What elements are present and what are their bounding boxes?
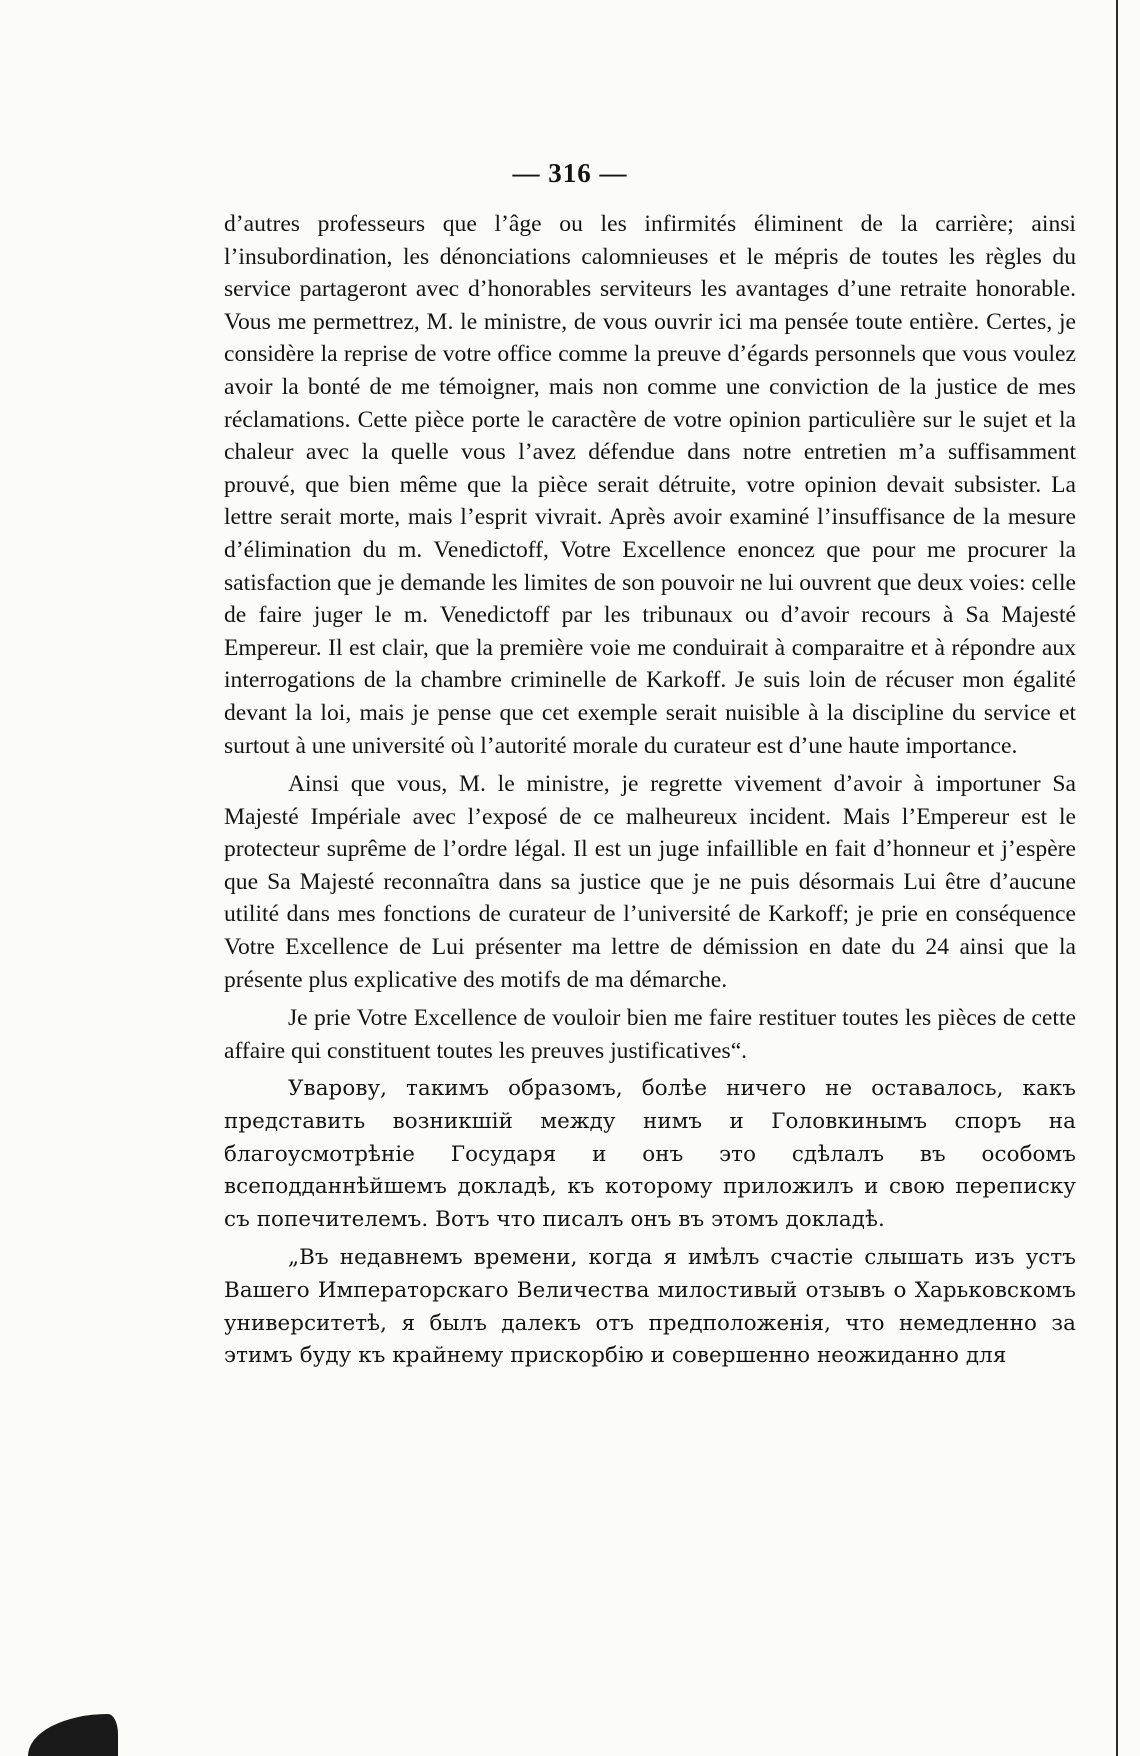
paragraph-5: „Въ недавнемъ времени, когда я имѣлъ счастіе слышать изъ устъ Вашего Императорскаго Величества милостивый отзывъ о Харьковскомъ университетѣ, я былъ далекъ отъ предположенія, что немедленно за этимъ буду къ крайнему прискорбію и совершенно неожиданно для (224, 1245, 1076, 1369)
paragraph-4: Уварову, такимъ образомъ, болѣе ничего не оставалось, какъ представить возникшій между нимъ и Головкинымъ споръ на благоусмотрѣніе Государя и онъ это сдѣлалъ въ особомъ всеподданнѣйшемъ докладѣ, къ которому приложилъ и свою переписку съ попечителемъ. Вотъ что писалъ онъ въ этомъ докладѣ. (224, 1076, 1076, 1232)
paragraph-1: d’autres professeurs que l’âge ou les infirmités éliminent de la carrière; ainsi l’insubordination, les dénonciations calomnieuses et le mépris de toutes les règles du service partageront avec d’honorables serviteurs les avantages d’une retraite honorable. Vous me permettrez, M. le ministre, de vous ouvrir ici ma pensée toute entière. Certes, je considère la reprise de votre office comme la preuve d’égards personnels que vous voulez avoir la bonté de me témoigner, mais non comme une conviction de la justice de mes réclamations. Cette pièce porte le caractère de votre opinion particulière sur le sujet et la chaleur avec la quelle vous l’avez défendue dans notre entretien m’a suffisamment prouvé, que bien même que la pièce serait détruite, votre opinion devait subsister. La lettre serait morte, mais l’esprit vivrait. Après avoir examiné l’insuffisance de la mesure d’élimination du m. Venedictoff, Votre Excellence enoncez que pour me procurer la satisfaction que je demande les limites de son pouvoir ne lui ouvrent que deux voies: celle de faire juger le m. Venedictoff par les tribunaux ou d’avoir recours à Sa Majesté Empereur. Il est clair, que la première voie me conduirait à comparaitre et à répondre aux interrogations de la chambre criminelle de Karkoff. Je suis loin de récuser mon égalité devant la loi, mais je pense que cet exemple serait nuisible à la discipline du service et surtout à une université où l’autorité morale du curateur est d’une haute importance. (224, 211, 1076, 759)
body-text (224, 208, 1076, 1373)
scan-edge-line (1116, 0, 1118, 1756)
page-number: — 316 — (512, 158, 628, 188)
scan-corner-shadow (28, 1714, 118, 1756)
paragraph-3: Je prie Votre Excellence de vouloir bien me faire restituer toutes les pièces de cette affaire qui constituent toutes les preuves justificatives“. (224, 1005, 1076, 1064)
paragraph-2: Ainsi que vous, M. le ministre, je regrette vivement d’avoir à importuner Sa Majesté Impériale avec l’exposé de ce malheureux incident. Mais l’Empereur est le protecteur suprême de l’ordre légal. Il est un juge infaillible en fait d’honneur et j’espère que Sa Majesté reconnaîtra dans sa justice que je ne puis désormais Lui être d’aucune utilité dans mes fonctions de curateur de l’université de Karkoff; je prie en conséquence Votre Excellence de Lui présenter ma lettre de démission en date du 24 ainsi que la présente plus explicative des motifs de ma démarche. (224, 771, 1076, 993)
